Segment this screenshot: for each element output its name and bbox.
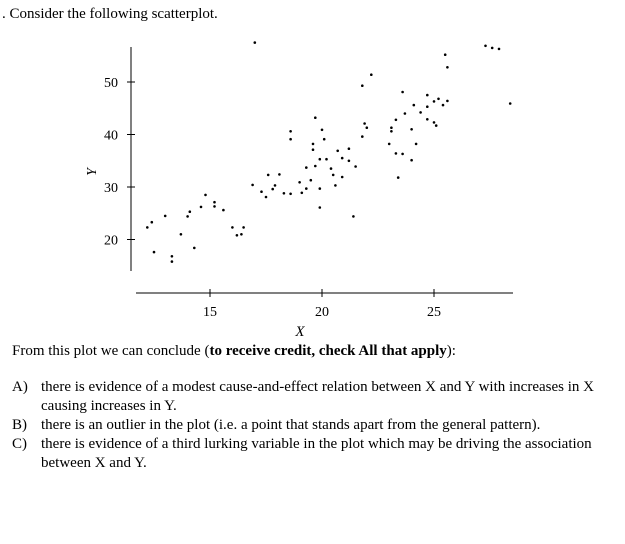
y-tick-label: 40: [104, 128, 118, 144]
x-tick-label: 15: [203, 305, 217, 320]
data-point: [334, 184, 337, 187]
data-point: [336, 150, 339, 153]
data-point: [426, 94, 429, 97]
data-point: [171, 255, 174, 258]
option-b-label: B): [12, 417, 27, 433]
data-point: [186, 215, 189, 218]
data-point: [222, 209, 225, 212]
option-a-label: A): [12, 379, 28, 395]
y-tick-label: 20: [104, 233, 118, 249]
data-point: [390, 126, 393, 129]
y-tick-label: 50: [104, 76, 118, 91]
option-a-text: there is evidence of a modest cause-and-effect relation between X and Y with increases in X causing increases in Y.: [41, 379, 594, 414]
data-point: [305, 166, 308, 169]
option-c[interactable]: [12, 435, 612, 473]
data-point: [426, 118, 429, 121]
data-point: [413, 104, 416, 107]
data-point: [319, 158, 322, 161]
data-point: [330, 167, 333, 170]
data-point: [361, 135, 364, 138]
data-point: [341, 157, 344, 160]
data-point: [151, 221, 154, 224]
x-tick-label: 20: [315, 305, 329, 320]
data-point: [271, 188, 274, 191]
data-point: [278, 173, 281, 176]
data-point: [348, 147, 351, 150]
data-point: [301, 192, 304, 195]
y-axis-label: Y: [85, 168, 100, 176]
y-tick-label: 30: [104, 181, 118, 196]
data-point: [289, 193, 292, 196]
data-point: [204, 194, 207, 197]
data-point: [319, 187, 322, 190]
data-point: [388, 143, 391, 146]
conclusion-suffix: ):: [446, 343, 456, 359]
data-point: [180, 233, 183, 236]
data-point: [395, 119, 398, 122]
data-point: [446, 100, 449, 103]
data-point: [171, 260, 174, 263]
data-point: [348, 160, 351, 163]
data-point: [352, 215, 355, 218]
data-point: [397, 176, 400, 179]
data-point: [213, 205, 216, 208]
conclusion-prompt: [12, 343, 456, 360]
data-point: [332, 174, 335, 177]
data-point: [319, 206, 322, 209]
data-point: [404, 112, 407, 115]
data-point: [419, 111, 422, 114]
data-point: [265, 196, 268, 199]
data-point: [153, 251, 156, 254]
x-tick-label: 25: [427, 305, 441, 320]
data-point: [213, 201, 216, 204]
data-point: [354, 165, 357, 168]
data-point: [401, 153, 404, 156]
data-point: [312, 143, 315, 146]
data-point: [435, 124, 438, 127]
data-point: [433, 100, 436, 103]
option-b[interactable]: [12, 416, 612, 435]
axes: [131, 47, 513, 293]
x-ticks: [203, 289, 441, 320]
data-point: [254, 41, 257, 44]
data-point: [395, 152, 398, 155]
data-point: [298, 181, 301, 184]
data-point: [437, 98, 440, 101]
option-a[interactable]: [12, 378, 612, 416]
data-point: [491, 47, 494, 50]
data-point: [274, 184, 277, 187]
data-point: [200, 206, 203, 209]
data-point: [312, 148, 315, 151]
answer-options: [12, 378, 612, 473]
data-point: [484, 45, 487, 48]
data-point: [410, 159, 413, 162]
data-point: [242, 226, 245, 229]
option-c-text: there is evidence of a third lurking variable in the plot which may be driving the association between X and Y.: [41, 436, 592, 471]
data-point: [321, 129, 324, 132]
option-b-text: there is an outlier in the plot (i.e. a point that stands apart from the general pattern).: [41, 417, 541, 433]
data-point: [323, 138, 326, 141]
data-point: [433, 121, 436, 124]
data-point: [498, 48, 501, 51]
data-point: [310, 179, 313, 182]
question-prompt: . Consider the following scatterplot.: [2, 6, 218, 22]
data-point: [314, 165, 317, 168]
data-point: [401, 91, 404, 94]
data-point: [146, 226, 149, 229]
data-point: [251, 184, 254, 187]
data-point: [305, 187, 308, 190]
option-c-label: C): [12, 436, 27, 452]
data-point: [390, 130, 393, 133]
conclusion-prefix: From this plot we can conclude (: [12, 343, 210, 359]
x-axis-label: X: [295, 324, 305, 340]
data-point: [442, 104, 445, 107]
data-point: [240, 233, 243, 236]
data-point: [370, 73, 373, 76]
data-point: [361, 84, 364, 87]
data-point: [410, 128, 413, 131]
data-points: [146, 41, 512, 263]
data-point: [289, 130, 292, 133]
data-point: [283, 192, 286, 195]
data-point: [289, 138, 292, 141]
data-point: [193, 247, 196, 250]
data-point: [231, 226, 234, 229]
data-point: [267, 174, 270, 177]
data-point: [363, 122, 366, 125]
data-point: [236, 234, 239, 237]
data-point: [509, 102, 512, 105]
data-point: [444, 53, 447, 56]
y-ticks: [104, 76, 135, 249]
data-point: [446, 66, 449, 69]
conclusion-emphasis: to receive credit, check All that apply: [209, 343, 447, 359]
data-point: [426, 105, 429, 108]
data-point: [260, 190, 263, 193]
data-point: [415, 143, 418, 146]
data-point: [366, 126, 369, 129]
data-point: [341, 176, 344, 179]
data-point: [164, 215, 167, 218]
data-point: [325, 158, 328, 161]
data-point: [189, 210, 192, 213]
data-point: [314, 116, 317, 119]
